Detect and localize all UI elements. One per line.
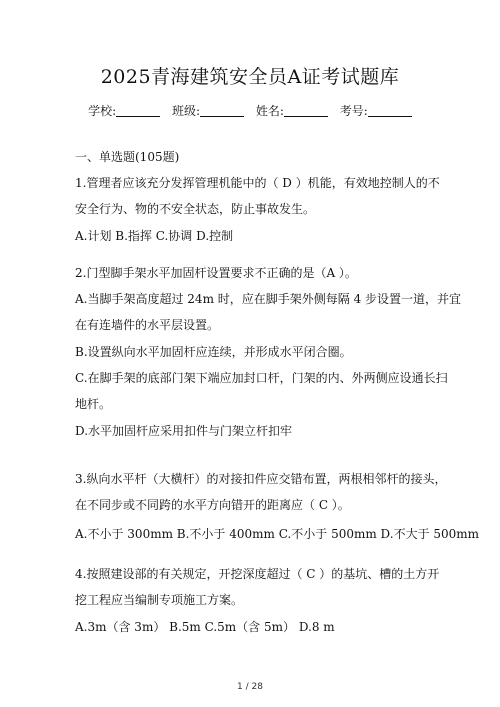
- q4-stem-line1: 4.按照建设部的有关规定，开挖深度超过（ C ）的基坑、槽的土方开: [75, 567, 440, 581]
- q3-stem-line2: 在不同步或不同跨的水平方向错开的距离应（ C ）。: [75, 498, 350, 512]
- document-title: 2025青海建筑安全员A证考试题库: [100, 66, 400, 88]
- q3-options: A.不小于 300mm B.不小于 400mm C.不小于 500mm D.不大于 500mm: [75, 527, 480, 541]
- q2-option-c-line2: 地杆。: [75, 397, 112, 411]
- class-blank[interactable]: [200, 104, 244, 117]
- q3-stem-line1: 3.纵向水平杆（大横杆）的对接扣件应交错布置，两根相邻杆的接头，: [75, 472, 447, 486]
- student-info-row: [0, 102, 500, 119]
- q2-option-b: B.设置纵向水平加固杆应连续，并形成水平闭合圈。: [75, 345, 352, 359]
- school-blank[interactable]: [116, 104, 160, 117]
- q2-option-a-line2: 在有连墙件的水平层设置。: [75, 318, 220, 332]
- q2-option-c-line1: C.在脚手架的底部门架下端应加封口杆，门架的内、外两侧应设通长扫: [75, 371, 448, 385]
- info-label: 班级:: [172, 104, 201, 118]
- info-label: 考号:: [339, 104, 368, 118]
- q4-options: A.3m（含 3m） B.5m C.5m（含 5m） D.8 m: [75, 620, 335, 634]
- q4-stem-line2: 挖工程应当编制专项施工方案。: [75, 593, 244, 607]
- info-field-school: [88, 104, 164, 118]
- page-number: 1 / 28: [237, 682, 263, 692]
- q2-stem: 2.门型脚手架水平加固杆设置要求不正确的是（A ）。: [75, 266, 357, 280]
- info-field-name: [256, 104, 332, 118]
- section-heading: 一、单选题(105题): [75, 150, 180, 164]
- q1-stem-line1: 1.管理者应该充分发挥管理机能中的（ D ）机能，有效地控制人的不: [75, 176, 440, 190]
- info-label: 姓名:: [255, 104, 284, 118]
- info-label: 学校:: [88, 104, 117, 118]
- q1-options: A.计划 B.指挥 C.协调 D.控制: [75, 229, 234, 243]
- name-blank[interactable]: [284, 104, 328, 117]
- q1-stem-line2: 安全行为、物的不安全状态，防止事故发生。: [75, 202, 316, 216]
- q2-option-a-line1: A.当脚手架高度超过 24m 时，应在脚手架外侧每隔 4 步设置一道，并宜: [75, 292, 462, 306]
- info-field-exam-number: [340, 104, 412, 118]
- q2-option-d: D.水平加固杆应采用扣件与门架立杆扣牢: [75, 424, 293, 438]
- exam-number-blank[interactable]: [368, 104, 412, 117]
- info-field-class: [172, 104, 248, 118]
